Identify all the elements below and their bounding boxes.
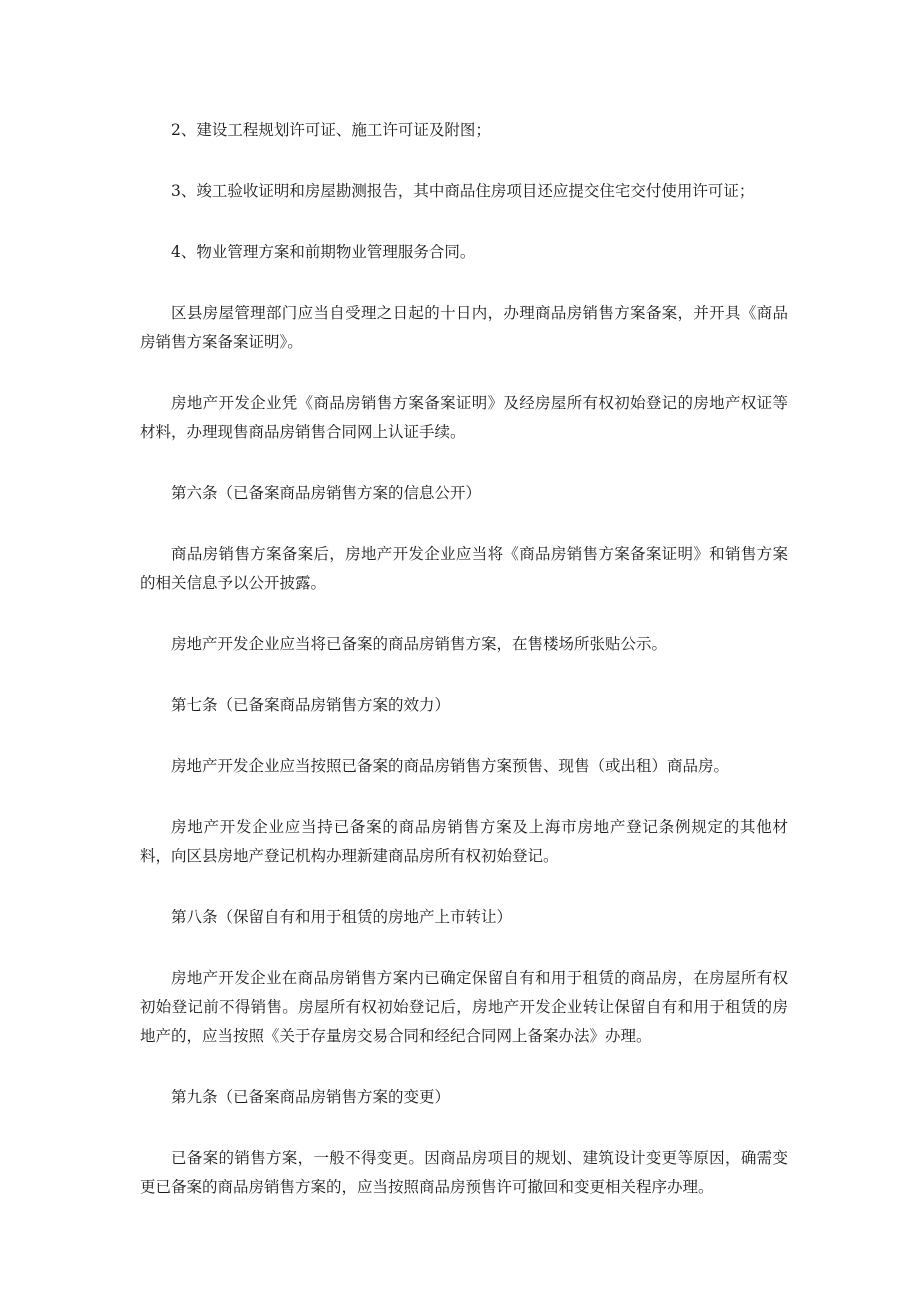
list-item-property-management: 4、物业管理方案和前期物业管理服务合同。 [171,243,476,261]
article-9-heading: 第九条（已备案商品房销售方案的变更） [171,1088,451,1106]
paragraph-plan-changes: 已备案的销售方案，一般不得变更。因商品房项目的规划、建筑设计变更等原因，确需变更已备案的商品房销售方案的，应当按照商品房预售许可撤回和变更相关程序办理。 [140,1149,788,1196]
list-item-building-permits: 2、建设工程规划许可证、施工许可证及附图； [171,121,491,139]
article-7-heading: 第七条（已备案商品房销售方案的效力） [171,696,451,714]
paragraph-public-disclosure: 商品房销售方案备案后，房地产开发企业应当将《商品房销售方案备案证明》和销售方案的相关信息予以公开披露。 [140,545,788,592]
article-8-heading: 第八条（保留自有和用于租赁的房地产上市转让） [171,908,513,926]
paragraph-online-certification: 房地产开发企业凭《商品房销售方案备案证明》及经房屋所有权初始登记的房地产权证等材料，办理现售商品房销售合同网上认证手续。 [140,394,788,441]
paragraph-sale-per-plan: 房地产开发企业应当按照已备案的商品房销售方案预售、现售（或出租）商品房。 [171,757,730,775]
article-6-heading: 第六条（已备案商品房销售方案的信息公开） [171,484,482,502]
paragraph-posting-notice: 房地产开发企业应当将已备案的商品房销售方案，在售楼场所张贴公示。 [171,635,668,653]
paragraph-filing-deadline: 区县房屋管理部门应当自受理之日起的十日内，办理商品房销售方案备案，并开具《商品房销售方案备案证明》。 [140,304,788,351]
paragraph-retained-property: 房地产开发企业在商品房销售方案内已确定保留自有和用于租赁的商品房，在房屋所有权初始登记前不得销售。房屋所有权初始登记后，房地产开发企业转让保留自有和用于租赁的房地产的，应当按照《关于存量房交易合同和经纪合同网上备案办法》办理。 [140,969,788,1045]
paragraph-initial-registration: 房地产开发企业应当持已备案的商品房销售方案及上海市房地产登记条例规定的其他材料，向区县房地产登记机构办理新建商品房所有权初始登记。 [140,818,788,865]
list-item-completion-certificate: 3、竣工验收证明和房屋勘测报告，其中商品住房项目还应提交住宅交付使用许可证； [171,182,755,200]
document-body [140,116,788,1234]
